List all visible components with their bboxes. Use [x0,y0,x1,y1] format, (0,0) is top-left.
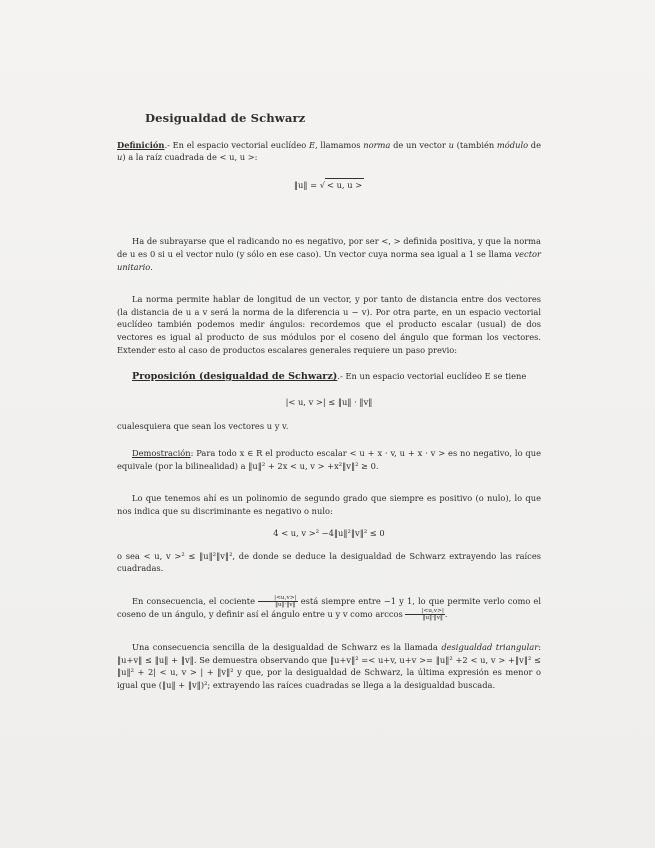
modulo-word: módulo [496,139,529,150]
cosine-fraction [258,595,297,608]
definition-text-a: .- En el espacio vectorial euclídeo [164,139,309,150]
document-body [117,112,541,691]
definition-label: Definición [117,139,165,150]
definition-paragraph [117,139,541,164]
paragraph-radicand-text: Ha de subrayarse que el radicando no es negativo, por ser <, > definida positiva, y que la norma de u es 0 si u el vector nulo (y sólo en ese caso). Un vector cuya norma sea igual a 1 se llama [117,236,541,259]
proposition-after: cualesquiera que sean los vectores u y v. [117,421,289,432]
arccos-numerator: |<u,v>| [405,608,444,615]
fraction-denominator: ‖u‖·‖v‖ [275,602,296,609]
paragraph-norm-distance: La norma permite hablar de longitud de un vector, y por tanto de distancia entre dos vectores (la distancia de u a v será la norma de la diferencia u − v). Por otra parte, en un espacio vectorial euclídeo también podemos medir ángulos: recordemos que el producto escalar (usual) de dos vectores es igual al producto de sus módulos por el coseno del ángulo que forman los vectores. Extender esto al caso de productos escalares generales requiere un paso previo: [117,294,541,355]
space-symbol: E [308,139,316,150]
angle-text-b: está siempre entre −1 y 1, lo que permite verlo como el coseno de un ángulo, y definir así el ángulo entre u y v como arccos [117,596,541,620]
proposition-label: Proposición (desigualdad de Schwarz) [132,371,338,383]
unit-vector-term: vector unitario [117,248,541,272]
arccos-fraction [405,608,444,621]
proposition-paragraph [117,370,541,384]
definition-text-c: de un vector [390,139,449,150]
angle-text-a: En consecuencia, el cociente [132,596,259,607]
paragraph-radicand [117,235,541,273]
definition-text-b: , llamamos [315,139,364,150]
paragraph-polynomial: Lo que tenemos ahí es un polinomio de segundo grado que siempre es positivo (o nulo), lo que nos indica que su discriminante es negativo o nulo: [117,493,541,516]
definition-text-e: de [528,139,542,150]
paragraph-consequence: o sea < u, v >² ≤ ‖u‖²‖v‖², de donde se deduce la desigualdad de Schwarz extrayendo las raíces cuadradas. [117,550,541,574]
vector-u: u [448,139,454,150]
vector-u-2: u [117,152,123,163]
definition-text-f: ) a la raíz cuadrada de < u, u >: [122,152,258,163]
paragraph-radicand-end: . [150,261,153,272]
section-title: Desigualdad de Schwarz [145,111,306,125]
norm-formula [117,178,541,192]
paragraph-angle [117,595,541,621]
schwarz-formula: |< u, v >| ≤ ‖u‖ · ‖v‖ [285,396,373,407]
demo-paragraph [117,447,541,472]
triangle-text-b: : ‖u+v‖ ≤ ‖u‖ + ‖v‖. Se demuestra observando que ‖u+v‖² =< u+v, u+v >= ‖u‖² +2 < u, v > +‖v‖² ≤ ‖u‖² + 2| < u, v > | + ‖v‖² y que, por la desigualdad de Schwarz, la última expresión es menor o igual que (‖u‖ + ‖v‖)²; extrayendo las raíces cuadradas se llega a la desigualdad buscada. [117,642,541,690]
norm-formula-radicand: < u, u > [327,179,363,190]
triangle-inequality-term: desigualdad triangular [441,642,539,653]
proposition-text: .- En un espacio vectorial euclídeo E se tiene [337,371,527,382]
discriminant-formula: 4 < u, v >² −4‖u‖²‖v‖² ≤ 0 [273,528,385,539]
demo-text: : Para todo x ∈ R el producto escalar < u + x · v, u + x · v > es no negativo, lo que equivale (por la bilinealidad) a ‖u‖² + 2x < u, v > +x²‖v‖² ≥ 0. [117,447,541,471]
triangle-text-a: Una consecuencia sencilla de la desigualdad de Schwarz es la llamada [132,642,442,653]
norm-formula-lhs: ‖u‖ = √ [293,179,325,190]
fraction-numerator: |<u,v>| [258,595,297,602]
definition-text-d: (también [453,139,497,150]
angle-text-end: . [444,609,448,620]
demo-label: Demostración [132,447,191,458]
paragraph-triangle-inequality [117,641,541,691]
arccos-denominator: ‖u‖·‖v‖ [422,615,443,622]
norm-word: norma [363,139,391,150]
